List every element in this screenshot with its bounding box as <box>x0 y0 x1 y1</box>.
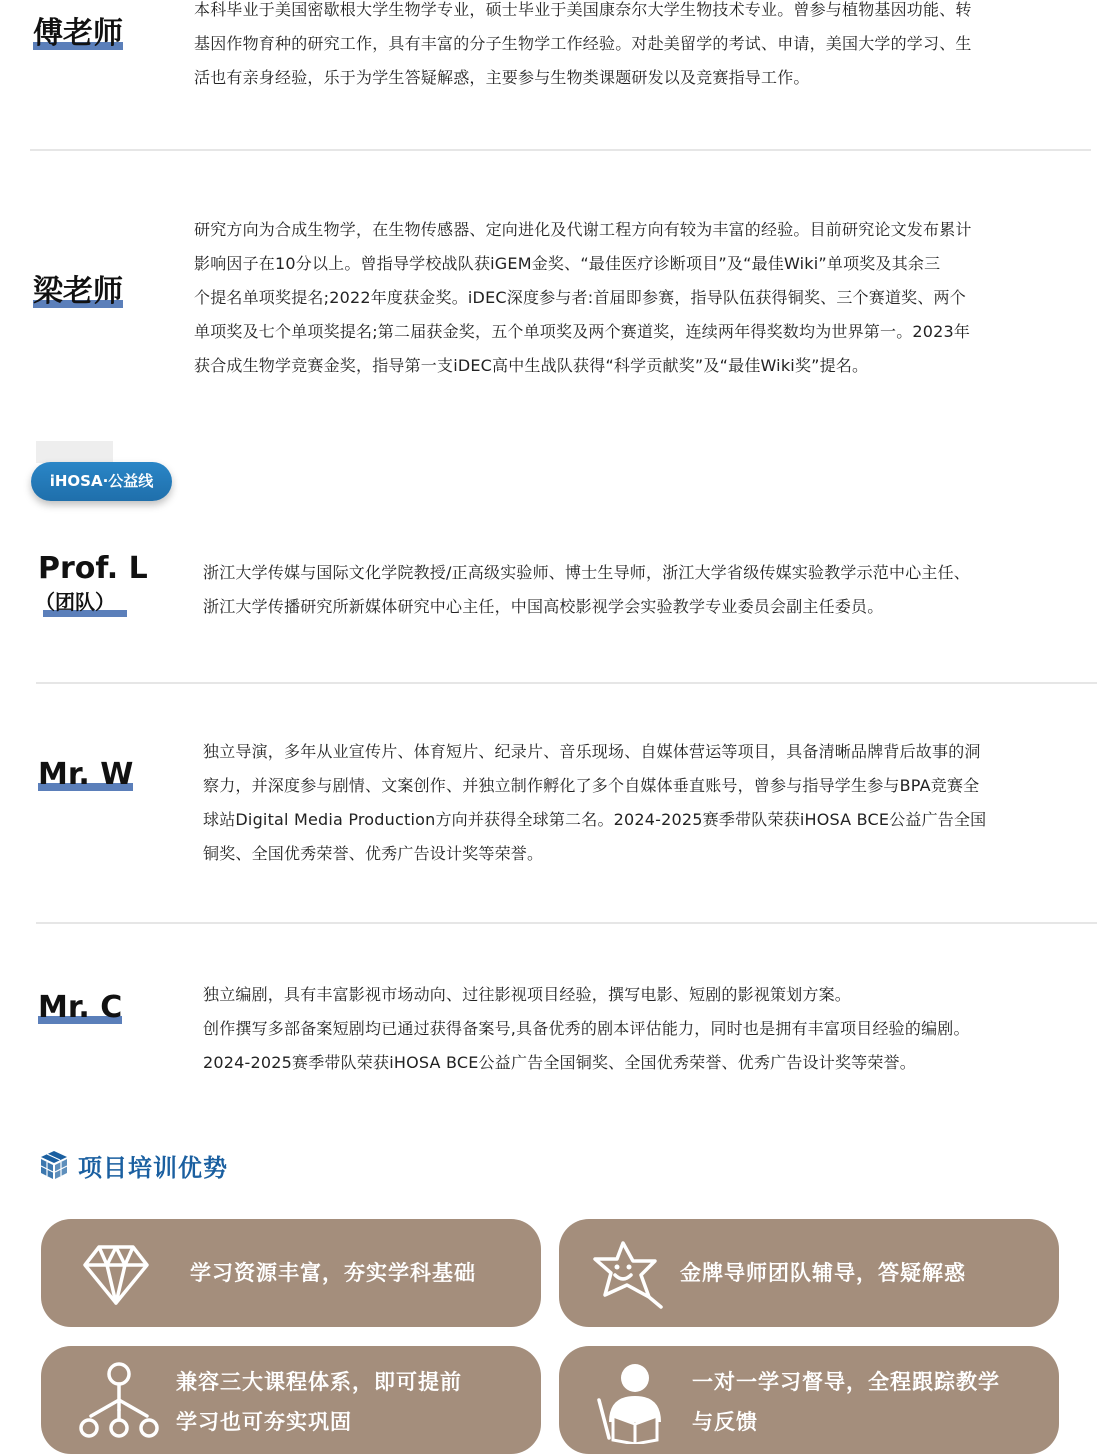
teacher-name: 梁老师 <box>33 274 123 309</box>
advantage-card <box>559 1346 1059 1454</box>
card-label: 一对一学习督导，全程跟踪教学 与反馈 <box>692 1370 1000 1434</box>
mentor-name: Prof. L <box>38 551 148 586</box>
mentor-name: Mr. C <box>38 990 123 1025</box>
advantage-card <box>41 1346 541 1454</box>
card-label: 学习资源丰富，夯实学科基础 <box>190 1261 476 1285</box>
star-face-icon <box>593 1239 665 1309</box>
mentor-bio: 独立导演，多年从业宣传片、体育短片、纪录片、音乐现场、自媒体营运等项目，具备清晰品牌背后故事的洞 察力，并深度参与剧情、文案创作、并独立制作孵化了多个自媒体垂直账号，曾参与指导学生参与BPA竞赛全 球站Digital Media Production方向并获得全球第二名。2024-2025赛季带队荣获iHOSA BCE公益广告全国 铜奖、全国优秀荣誉、优秀广告设计奖等荣誉。 <box>203 742 987 863</box>
advantage-card <box>559 1219 1059 1327</box>
divider <box>30 149 1091 151</box>
cube-icon <box>38 1149 70 1181</box>
section-heading <box>38 1148 228 1182</box>
tag-backdrop <box>36 441 113 463</box>
mentor-bio: 独立编剧，具有丰富影视市场动向、过往影视项目经验，撰写电影、短剧的影视策划方案。 创作撰写多部备案短剧均已通过获得备案号,具备优秀的剧本评估能力，同时也是拥有丰富项目经验的编剧。 2024-2025赛季带队荣获iHOSA BCE公益广告全国铜奖、全国优秀荣誉、优秀广告设计奖等荣誉。 <box>203 985 970 1072</box>
diamond-icon <box>83 1241 149 1307</box>
teacher-reading-icon <box>595 1360 675 1444</box>
mentor-name: Mr. W <box>38 757 134 792</box>
card-label: 兼容三大课程体系，即可提前 学习也可夯实巩固 <box>176 1370 462 1434</box>
mentor-subtitle: （团队） <box>35 590 115 614</box>
card-label: 金牌导师团队辅导，答疑解惑 <box>680 1261 966 1285</box>
advantage-card <box>41 1219 541 1327</box>
section-title: 项目培训优势 <box>78 1153 228 1182</box>
category-tag: iHOSA·公益线 <box>31 462 172 501</box>
mentor-bio: 浙江大学传媒与国际文化学院教授/正高级实验师、博士生导师，浙江大学省级传媒实验教学示范中心主任、 浙江大学传播研究所新媒体研究中心主任，中国高校影视学会实验教学专业委员会副主任委员。 <box>203 563 970 616</box>
divider <box>36 922 1097 924</box>
tree-hierarchy-icon <box>77 1360 161 1442</box>
teacher-bio: 研究方向为合成生物学，在生物传感器、定向进化及代谢工程方向有较为丰富的经验。目前研究论文发布累计 影响因子在10分以上。曾指导学校战队获iGEM金奖、“最佳医疗诊断项目”及“最佳Wiki”单项奖及其余三 个提名单项奖提名;2022年度获金奖。iDEC深度参与者:首届即参赛，指导队伍获得铜奖、三个赛道奖、两个 单项奖及七个单项奖提名;第二届获金奖，五个单项奖及两个赛道奖，连续两年得奖数均为世界第一。2023年 获合成生物学竞赛金奖，指导第一支iDEC高中生战队获得“科学贡献奖”及“最佳Wiki奖”提名。 <box>194 220 972 375</box>
mentor-name-block <box>35 550 148 620</box>
teacher-name: 傅老师 <box>33 16 123 51</box>
teacher-bio: 本科毕业于美国密歇根大学生物学专业，硕士毕业于美国康奈尔大学生物技术专业。曾参与植物基因功能、转 基因作物育种的研究工作，具有丰富的分子生物学工作经验。对赴美留学的考试、申请，美国大学的学习、生 活也有亲身经验，乐于为学生答疑解惑，主要参与生物类课题研发以及竞赛指导工作。 <box>194 0 972 87</box>
divider <box>36 682 1097 684</box>
